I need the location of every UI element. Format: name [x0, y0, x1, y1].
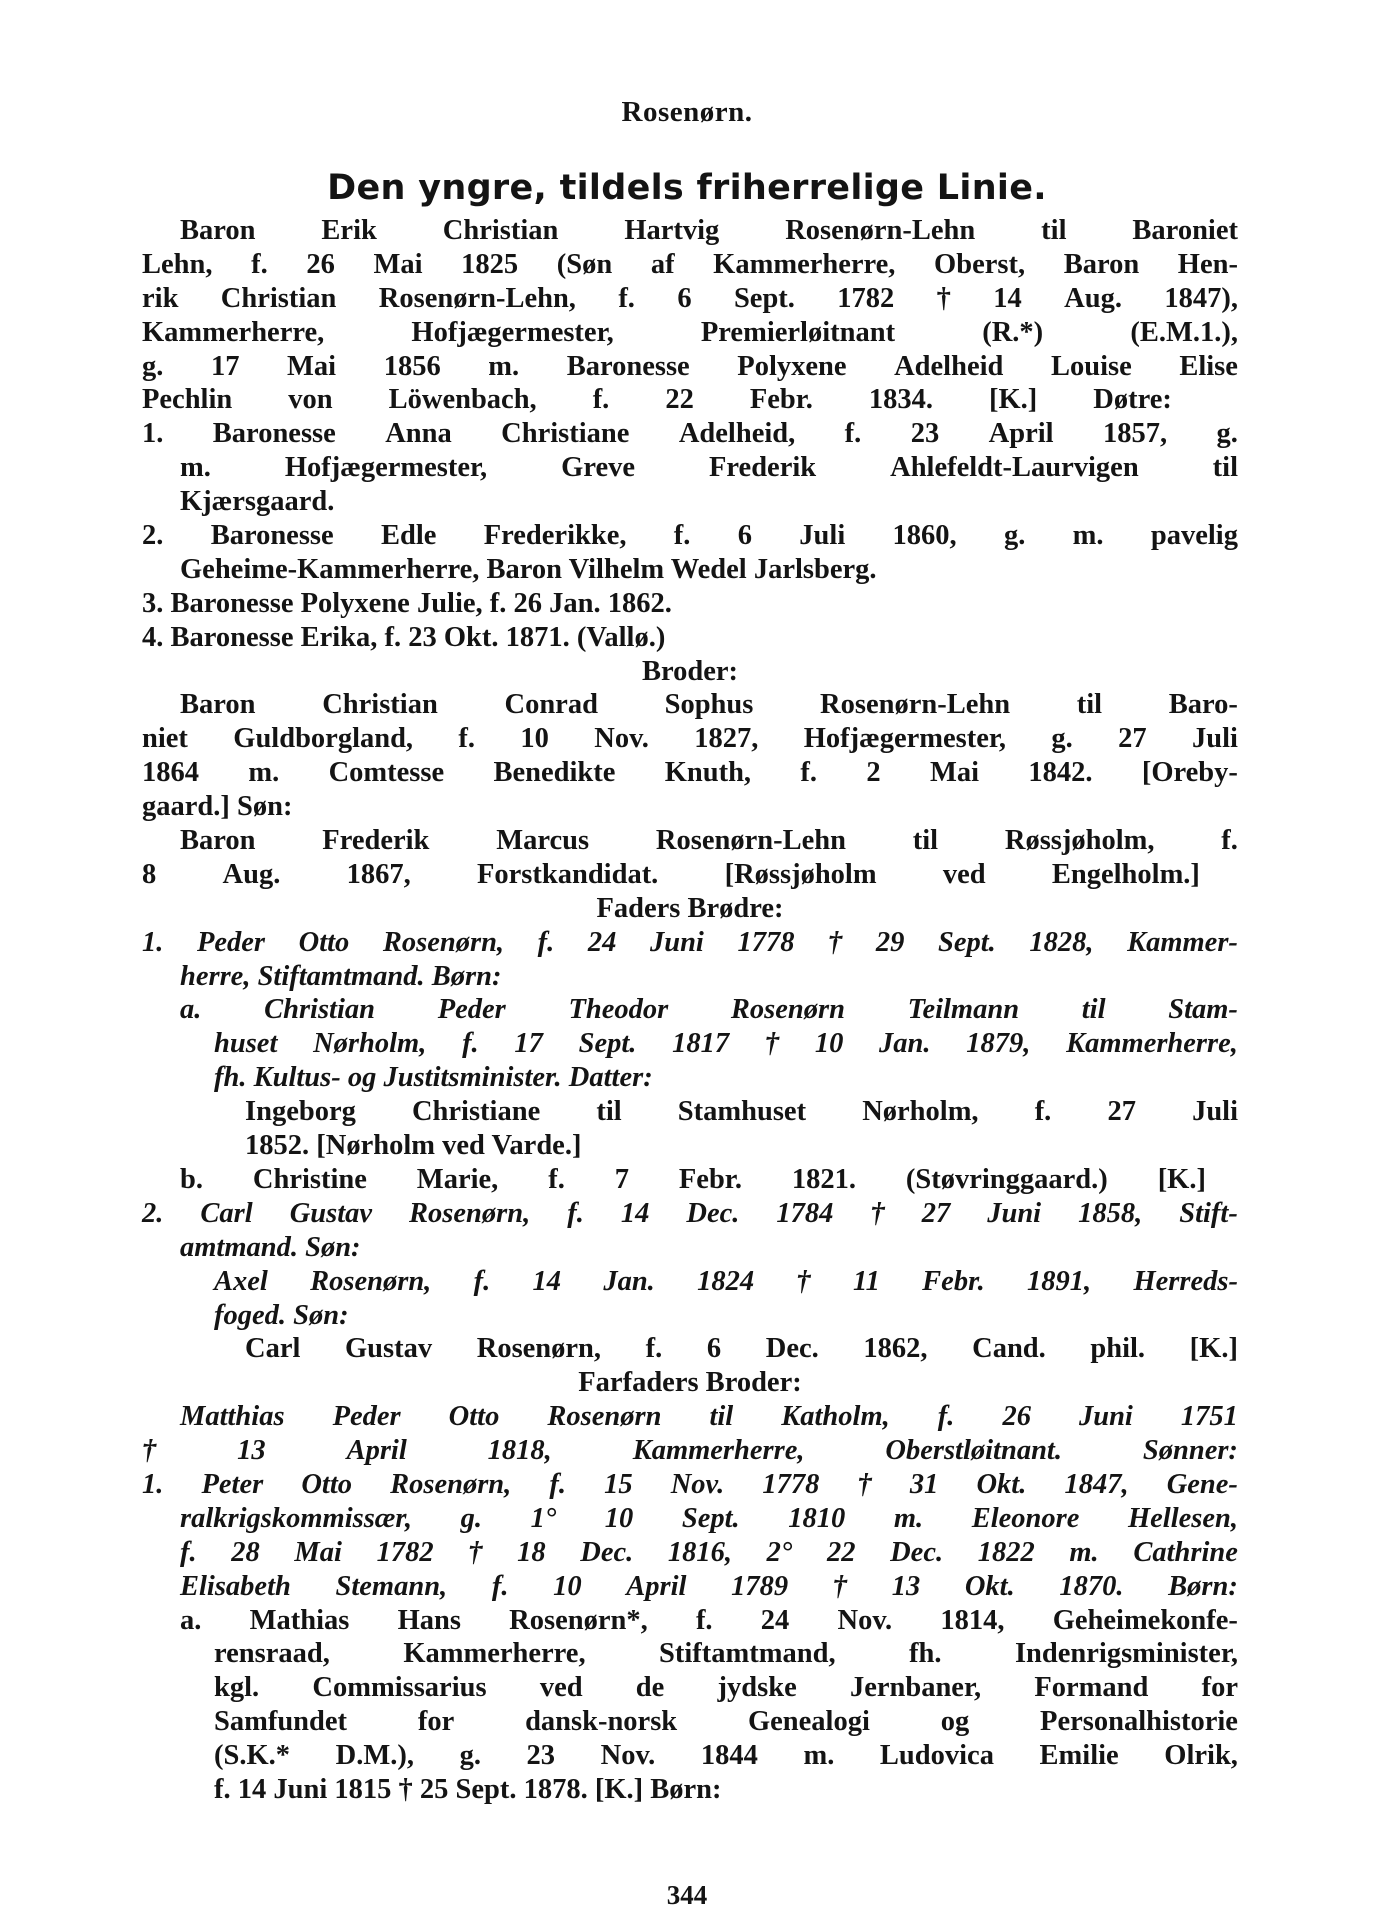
text-line: [0, 383, 1374, 417]
line-text: Carl Gustav Rosenørn, f. 6 Dec. 1862, Cand. phil. [K.]: [245, 1333, 1238, 1365]
line-text: gaard.] Søn:: [142, 791, 293, 823]
text-line: [0, 214, 1374, 248]
line-text: Faders Brødre:: [596, 892, 784, 924]
line-text: Baron Frederik Marcus Rosenørn-Lehn til Røssjøholm, f.: [180, 825, 1238, 857]
line-text: f. 14 Juni 1815 † 25 Sept. 1878. [K.] Børn:: [214, 1773, 722, 1805]
text-block: [0, 214, 1374, 1807]
line-text: 2. Baronesse Edle Frederikke, f. 6 Juli 1860, g. m. pavelig: [142, 520, 1238, 552]
line-text: Lehn, f. 26 Mai 1825 (Søn af Kammerherre, Oberst, Baron Hen-: [142, 248, 1238, 280]
line-text: g. 17 Mai 1856 m. Baronesse Polyxene Adelheid Louise Elise: [142, 350, 1238, 382]
line-text: herre, Stiftamtmand. Børn:: [180, 960, 502, 992]
text-line: [0, 960, 1374, 994]
text-line: [0, 1739, 1374, 1773]
text-line: [0, 1061, 1374, 1095]
text-line: [0, 1231, 1374, 1265]
line-text: Kjærsgaard.: [180, 486, 335, 518]
line-text: b. Christine Marie, f. 7 Febr. 1821. (Støvringgaard.) [K.]: [180, 1163, 1206, 1195]
text-line: [0, 655, 1374, 689]
line-text: 4. Baronesse Erika, f. 23 Okt. 1871. (Vallø.): [142, 621, 666, 653]
line-text: f. 28 Mai 1782 † 18 Dec. 1816, 2° 22 Dec. 1822 m. Cathrine: [180, 1536, 1238, 1568]
text-line: [0, 1637, 1374, 1671]
text-line: [0, 892, 1374, 926]
text-line: [0, 1400, 1374, 1434]
line-text: niet Guldborgland, f. 10 Nov. 1827, Hofjægermester, g. 27 Juli: [142, 723, 1238, 755]
line-text: kgl. Commissarius ved de jydske Jernbaner, Formand for: [214, 1672, 1238, 1704]
text-line: [0, 1671, 1374, 1705]
line-text: Axel Rosenørn, f. 14 Jan. 1824 † 11 Febr. 1891, Herreds-: [214, 1265, 1238, 1297]
text-line: [0, 282, 1374, 316]
line-text: 3. Baronesse Polyxene Julie, f. 26 Jan. 1862.: [142, 587, 672, 619]
text-line: [0, 688, 1374, 722]
text-line: [0, 1604, 1374, 1638]
line-text: Geheime-Kammerherre, Baron Vilhelm Wedel Jarlsberg.: [180, 553, 877, 585]
text-line: [0, 1095, 1374, 1129]
line-text: huset Nørholm, f. 17 Sept. 1817 † 10 Jan. 1879, Kammerherre,: [214, 1028, 1238, 1060]
text-line: [0, 790, 1374, 824]
text-line: [0, 451, 1374, 485]
text-line: [0, 587, 1374, 621]
line-text: 8 Aug. 1867, Forstkandidat. [Røssjøholm ved Engelholm.]: [142, 858, 1200, 890]
line-text: Kammerherre, Hofjægermester, Premierløitnant (R.*) (E.M.1.),: [142, 316, 1238, 348]
text-line: [0, 1197, 1374, 1231]
line-text: rik Christian Rosenørn-Lehn, f. 6 Sept. 1782 † 14 Aug. 1847),: [142, 282, 1238, 314]
page-number: 344: [666, 1880, 708, 1910]
text-line: [0, 350, 1374, 384]
text-line: [0, 519, 1374, 553]
line-text: 2. Carl Gustav Rosenørn, f. 14 Dec. 1784 † 27 Juni 1858, Stift-: [142, 1197, 1238, 1229]
text-line: [0, 1332, 1374, 1366]
text-line: [0, 485, 1374, 519]
text-line: [0, 993, 1374, 1027]
text-line: [0, 1570, 1374, 1604]
line-text: Baron Christian Conrad Sophus Rosenørn-Lehn til Baro-: [180, 689, 1238, 721]
text-line: [0, 824, 1374, 858]
line-text: a. Mathias Hans Rosenørn*, f. 24 Nov. 1814, Geheimekonfe-: [180, 1604, 1238, 1636]
line-text: 1. Baronesse Anna Christiane Adelheid, f. 23 April 1857, g.: [142, 418, 1238, 450]
text-line: [0, 1129, 1374, 1163]
line-text: Broder:: [641, 655, 739, 687]
line-text: 1. Peter Otto Rosenørn, f. 15 Nov. 1778 † 31 Okt. 1847, Gene-: [142, 1468, 1238, 1500]
line-text: Pechlin von Löwenbach, f. 22 Febr. 1834. [K.] Døtre:: [142, 384, 1172, 416]
line-text: Baron Erik Christian Hartvig Rosenørn-Lehn til Baroniet: [180, 215, 1238, 246]
text-line: [0, 1434, 1374, 1468]
line-text: Matthias Peder Otto Rosenørn til Katholm, f. 26 Juni 1751: [180, 1401, 1238, 1433]
line-text: fh. Kultus- og Justitsminister. Datter:: [214, 1062, 653, 1094]
section-title: Den yngre, tildels friherrelige Linie.: [327, 168, 1047, 208]
line-text: 1852. [Nørholm ved Varde.]: [245, 1130, 582, 1162]
text-line: [0, 621, 1374, 655]
text-line: [0, 1163, 1374, 1197]
text-line: [0, 1265, 1374, 1299]
line-text: † 13 April 1818, Kammerherre, Oberstløitnant. Sønner:: [142, 1435, 1238, 1467]
line-text: Elisabeth Stemann, f. 10 April 1789 † 13 Okt. 1870. Børn:: [180, 1570, 1238, 1602]
text-line: [0, 316, 1374, 350]
text-line: [0, 417, 1374, 451]
text-line: [0, 1773, 1374, 1807]
line-text: m. Hofjægermester, Greve Frederik Ahlefeldt-Laurvigen til: [180, 452, 1238, 484]
text-line: [0, 722, 1374, 756]
text-line: [0, 1502, 1374, 1536]
line-text: foged. Søn:: [214, 1299, 349, 1331]
line-text: Farfaders Broder:: [578, 1367, 802, 1399]
text-line: [0, 756, 1374, 790]
line-text: a. Christian Peder Theodor Rosenørn Teilmann til Stam-: [180, 994, 1238, 1026]
text-line: [0, 1366, 1374, 1400]
line-text: Samfundet for dansk-norsk Genealogi og Personalhistorie: [214, 1706, 1238, 1738]
line-text: ralkrigskommissær, g. 1° 10 Sept. 1810 m. Eleonore Hellesen,: [180, 1502, 1238, 1534]
line-text: Ingeborg Christiane til Stamhuset Nørholm, f. 27 Juli: [245, 1096, 1238, 1128]
text-line: [0, 553, 1374, 587]
line-text: 1864 m. Comtesse Benedikte Knuth, f. 2 Mai 1842. [Oreby-: [142, 757, 1238, 789]
line-text: 1. Peder Otto Rosenørn, f. 24 Juni 1778 † 29 Sept. 1828, Kammer-: [142, 926, 1238, 958]
line-text: amtmand. Søn:: [180, 1231, 361, 1263]
line-text: (S.K.* D.M.), g. 23 Nov. 1844 m. Ludovica Emilie Olrik,: [214, 1740, 1238, 1772]
text-line: [0, 926, 1374, 960]
text-line: [0, 1468, 1374, 1502]
text-line: [0, 248, 1374, 282]
text-line: [0, 858, 1374, 892]
running-head: Rosenørn.: [621, 96, 753, 128]
line-text: rensraad, Kammerherre, Stiftamtmand, fh. Indenrigsminister,: [214, 1638, 1238, 1670]
text-line: [0, 1705, 1374, 1739]
text-line: [0, 1536, 1374, 1570]
text-line: [0, 1299, 1374, 1333]
text-line: [0, 1027, 1374, 1061]
